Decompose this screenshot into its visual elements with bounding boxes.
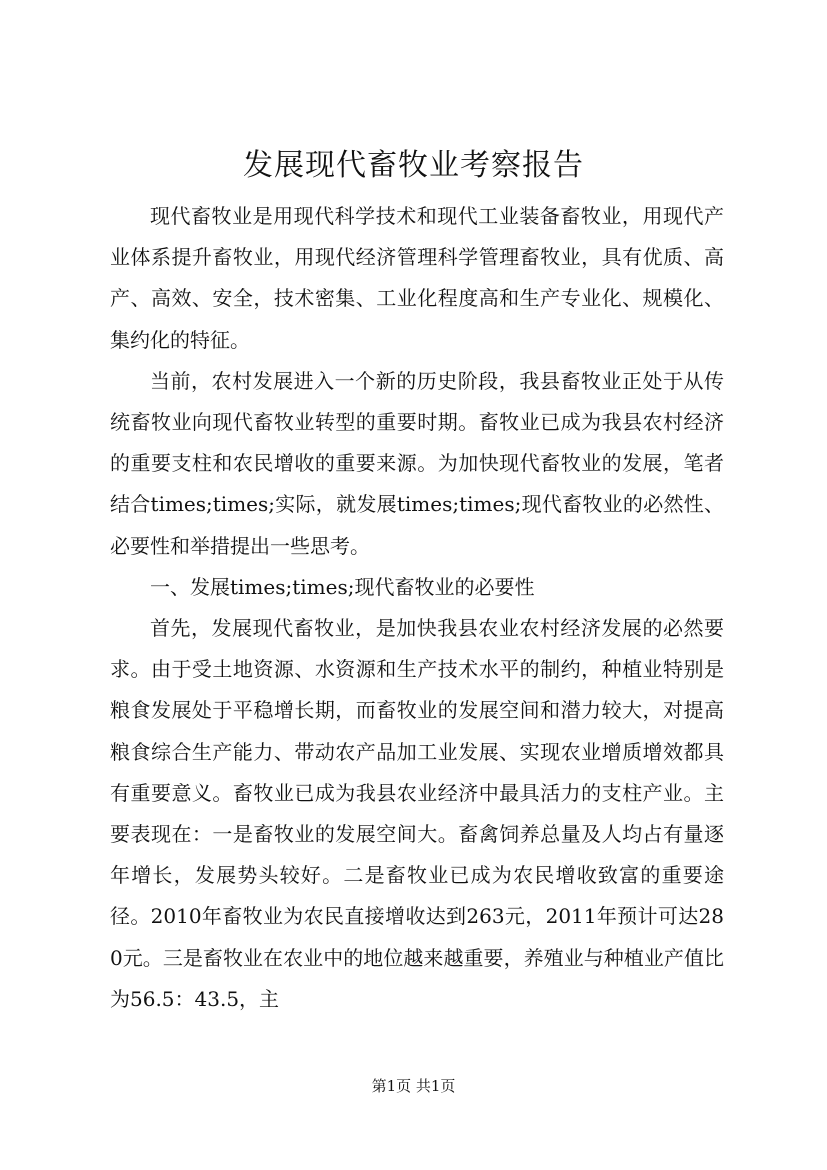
paragraph-intro: 现代畜牧业是用现代科学技术和现代工业装备畜牧业，用现代产业体系提升畜牧业，用现代经济管理科学管理畜牧业，具有优质、高产、高效、安全，技术密集、工业化程度高和生产专业化、规模化、集约化的特征。 (110, 204, 724, 352)
paragraph-current-situation: 当前，农村发展进入一个新的历史阶段，我县畜牧业正处于从传统畜牧业向现代畜牧业转型的重要时期。畜牧业已成为我县农村经济的重要支柱和农民增收的重要来源。为加快现代畜牧业的发展，笔者结合times;times;实际，就发展times;times;现代畜牧业的必然性、必要性和举措提出一些思考。 (110, 368, 724, 558)
document-title: 发展现代畜牧业考察报告 (243, 148, 584, 183)
document-body (110, 196, 724, 1020)
section-heading-necessity: 一、发展times;times;现代畜牧业的必要性 (150, 574, 535, 599)
paragraph-first-point: 首先，发展现代畜牧业，是加快我县农业农村经济发展的必然要求。由于受土地资源、水资源和生产技术水平的制约，种植业特别是粮食发展处于平稳增长期，而畜牧业的发展空间和潜力较大，对提高粮食综合生产能力、带动农产品加工业发展、实现农业增质增效都具有重要意义。畜牧业已成为我县农业经济中最具活力的支柱产业。主要表现在：一是畜牧业的发展空间大。畜禽饲养总量及人均占有量逐年增长，发展势头较好。二是畜牧业已成为农民增收致富的重要途径。2010年畜牧业为农民直接增收达到263元，2011年预计可达280元。三是畜牧业在农业中的地位越来越重要，养殖业与种植业产值比为56.5：43.5，主 (110, 616, 724, 1011)
page-footer: 第1页 共1页 (371, 1077, 456, 1095)
